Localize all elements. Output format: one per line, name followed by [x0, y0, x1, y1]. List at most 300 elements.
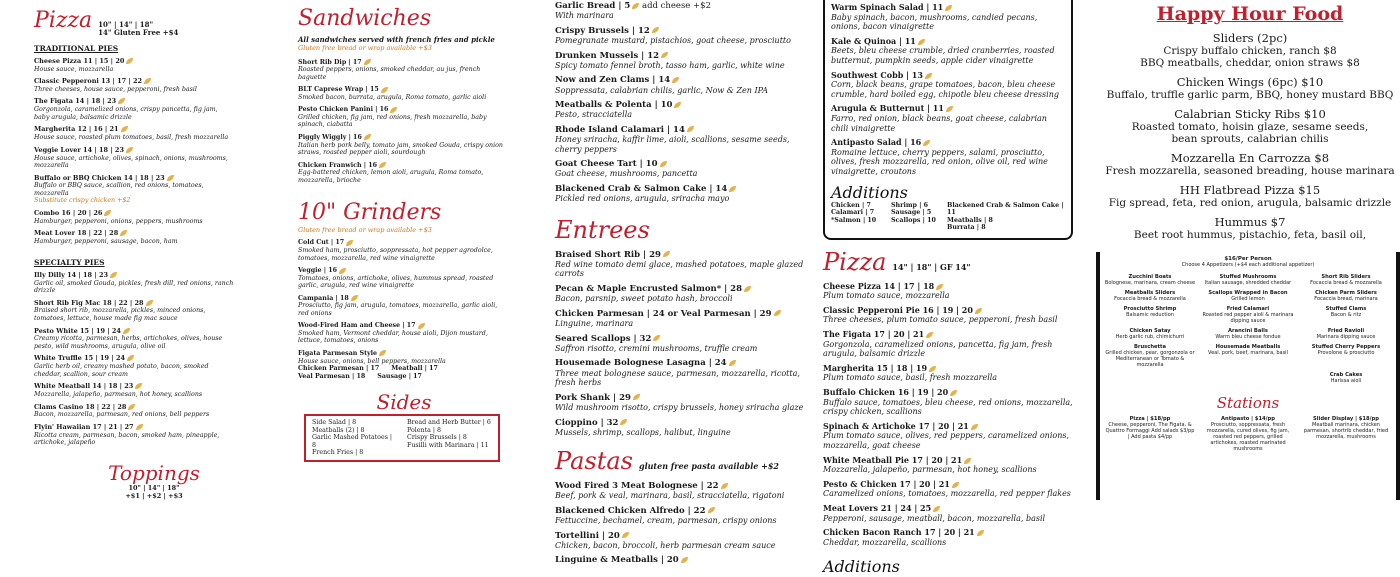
station-item-description: Cheese, pepperoni, The Figata, & Quattro Formaggi Add salads $3/pp | Add pasta $4/pp: [1105, 422, 1195, 440]
menu-item: [298, 134, 510, 157]
station-item-name: Crab Cakes: [1329, 372, 1363, 378]
pizza-heading: Pizza: [34, 8, 93, 33]
station-item-description: Roasted red pepper aioli & marinara dipping sauce: [1202, 312, 1294, 324]
station-item-description: Focaccia bread & mozzarella: [1310, 280, 1382, 286]
salads-box: [823, 0, 1073, 240]
station-item: [1300, 306, 1392, 324]
menu-item: [831, 71, 1065, 100]
happy-hour-item-description: Fig spread, feta, red onion, arugula, balsamic drizzle: [1108, 197, 1392, 210]
menu-item-name: Campania | 18: [298, 295, 510, 303]
menu-item-name: Rhode Island Calamari | 14: [555, 125, 805, 135]
leaf-icon: [146, 300, 153, 306]
station-item-description: Provolone & prosciutto: [1317, 350, 1375, 356]
specialty-pies-heading: SPECIALTY PIES: [34, 257, 105, 267]
grinders-heading: 10" Grinders: [298, 200, 442, 226]
menu-item: [823, 330, 1073, 359]
menu-item: [555, 125, 805, 154]
station-item-name: Slider Display | $18/pp: [1313, 416, 1379, 422]
station-item: [1202, 416, 1294, 452]
specialty-pies-list: [34, 272, 234, 447]
leaf-icon: [110, 272, 117, 278]
menu-item: [34, 383, 234, 398]
menu-item-description: House sauce, onions, bell peppers, mozzarella: [298, 357, 446, 365]
menu-item-name: Now and Zen Clams | 14: [555, 75, 805, 85]
side-item: Bread and Herb Butter | 6: [407, 419, 491, 427]
station-item: [1104, 290, 1196, 302]
leaf-icon: [418, 323, 425, 329]
menu-item: [298, 59, 510, 82]
traditional-pies-list: [34, 58, 234, 246]
happy-hour-item-description: Beet root hummus, pistachio, feta, basil oil,: [1133, 229, 1367, 242]
menu-item: [34, 98, 234, 121]
menu-item-description: Linguine, marinara: [555, 318, 634, 328]
side-item: French Fries | 8: [312, 449, 364, 457]
leaf-icon: [379, 350, 386, 356]
menu-item: [823, 422, 1073, 451]
station-item-description: Bacon & ritz: [1330, 312, 1362, 318]
station-item: [1202, 372, 1294, 384]
menu-item: [34, 58, 234, 73]
leaf-icon: [136, 424, 143, 430]
leaf-icon: [663, 251, 670, 257]
sides-left-list: [312, 419, 397, 457]
menu-item-description: Pomegranate mustard, pistachios, goat cheese, prosciutto: [555, 35, 791, 45]
menu-item-name: Antipasto Salad | 16: [831, 138, 1065, 148]
addition-item: Chicken | 7: [831, 201, 871, 209]
side-item: Polenta | 8: [407, 426, 441, 434]
leaf-icon: [121, 126, 128, 132]
menu-item-name: Wood Fired 3 Meat Bolognese | 22: [555, 481, 805, 491]
leaf-icon: [135, 383, 142, 389]
menu-item: [555, 1, 805, 21]
leaf-icon: [123, 328, 130, 334]
pizza-menu-column: [34, 0, 234, 500]
station-item: [1202, 274, 1294, 286]
menu-item-description: Romaine lettuce, cherry peppers, salami, prosciutto, olives, fresh mozzarella, red onion, olive oil, red wine vinaigrette, croutons: [831, 147, 1048, 176]
menu-item: [555, 358, 805, 387]
menu-item: [34, 300, 234, 323]
station-item: [1300, 328, 1392, 340]
menu-item-name: Cioppino | 32: [555, 418, 805, 428]
menu-item-name: Meat Lovers 21 | 24 | 25: [823, 504, 1073, 514]
station-item-description: Warm bleu cheese fondue: [1215, 334, 1281, 340]
menu-item: [555, 481, 805, 501]
leaf-icon: [708, 507, 715, 513]
leaf-icon: [971, 424, 978, 430]
menu-item-description: Bacon, parsnip, sweet potato hash, broccoli: [555, 294, 733, 304]
toppings-sizes: 10" | 14" | 18": [128, 483, 180, 492]
menu-item: [823, 528, 1073, 547]
menu-item-name: Pesto Chicken Panini | 16: [298, 106, 510, 114]
happy-hour-item: [1100, 215, 1400, 241]
station-item-description: Marinara dipping sauce: [1316, 334, 1376, 340]
pizza-right-sizes: 14" | 18" | GF 14": [892, 261, 971, 272]
grinders-list: [298, 239, 510, 365]
menu-item-extra: Substitute crispy chicken +$2: [34, 197, 131, 205]
menu-item-description: Plum tomato sauce, olives, red peppers, caramelized onions, mozzarella, goat cheese: [823, 431, 1069, 450]
menu-item-description: Beets, bleu cheese crumble, dried cranberries, roasted butternut, pumpkin seeds, apple cider vinaigrette: [831, 46, 1055, 65]
leaf-icon: [660, 161, 667, 167]
menu-item-description: Egg-battered chicken, lemon aioli, arugula, Roma tomato, mozzarella, brioche: [298, 169, 484, 184]
menu-item: [555, 184, 805, 204]
station-item-name: Zucchini Boats: [1128, 274, 1172, 280]
menu-item-description: Beef, pork & veal, marinara, basil, stracciatella, rigatoni: [555, 491, 785, 501]
menu-item-name: Classic Pepperoni Pie 16 | 19 | 20: [823, 306, 1073, 316]
menu-item-description: House sauce, roasted plum tomatoes, basil, fresh mozzarella: [34, 134, 229, 142]
menu-item: [34, 355, 234, 378]
menu-item-description: Baby spinach, bacon, mushrooms, candied pecans, onions, bacon vinaigrette: [831, 12, 1038, 32]
menu-item-description: Roasted peppers, onions, smoked cheddar, au jus, french baguette: [298, 66, 481, 81]
leaf-icon: [633, 394, 640, 400]
menu-item: [34, 404, 234, 419]
menu-item-description: Farro, red onion, black beans, goat cheese, calabrian chili vinaigrette: [831, 113, 1047, 133]
menu-item-name: Pesto & Chicken 17 | 20 | 21: [823, 480, 1073, 490]
menu-item-name: Buffalo Chicken 16 | 19 | 20: [823, 388, 1073, 398]
menu-item: [298, 350, 510, 365]
menu-item: [823, 388, 1073, 417]
menu-item-name: Chicken Bacon Ranch 17 | 20 | 21: [823, 528, 1073, 538]
menu-item: [34, 230, 234, 245]
leaf-icon: [952, 482, 959, 488]
menu-item: [823, 282, 1073, 301]
addition-item: Shrimp | 6: [891, 201, 928, 209]
menu-item: [298, 295, 510, 318]
station-item-description: Herb garlic rub, chimichurri: [1115, 334, 1185, 340]
sandwiches-subtitle: All sandwiches served with french fries and pickle: [298, 35, 495, 45]
salad-additions-grid: [831, 202, 1065, 232]
leaf-icon: [381, 87, 388, 93]
stations-panel: [1096, 252, 1400, 500]
menu-item: [555, 51, 805, 71]
station-item-name: Stuffed Cherry Peppers: [1311, 344, 1381, 350]
menu-item-name: Linguine & Meatballs | 20: [555, 555, 805, 565]
menu-item-name: White Meatball 14 | 18 | 23: [34, 383, 234, 391]
addition-item: Scallops | 10: [891, 216, 936, 224]
leaf-icon: [926, 332, 933, 338]
menu-item-name: Chicken Franwich | 16: [298, 162, 510, 170]
menu-item-description: Fettuccine, bechamel, cream, parmesan, crispy onions: [555, 516, 777, 526]
happy-hour-item: [1100, 107, 1400, 145]
leaf-icon: [661, 52, 668, 58]
happy-hour-item-description: Roasted tomato, hoisin glaze, sesame seeds, bean sprouts, calabrian chilis: [1131, 121, 1369, 146]
menu-item-name: Goat Cheese Tart | 10: [555, 159, 805, 169]
menu-item-description: Buffalo or BBQ sauce, scallion, red onions, tomatoes, mozzarella: [34, 182, 204, 197]
pastas-gluten-free: gluten free pasta available +$2: [638, 461, 779, 472]
menu-item: [823, 504, 1073, 523]
apps-entrees-column: [555, 0, 805, 566]
happy-hour-item-description: Buffalo, truffle garlic parm, BBQ, honey mustard BBQ: [1106, 89, 1394, 102]
traditional-pies-heading: TRADITIONAL PIES: [34, 43, 119, 53]
leaf-icon: [975, 308, 982, 314]
sandwiches-list: [298, 59, 510, 185]
menu-item: [298, 267, 510, 290]
menu-item-description: House sauce, artichoke, olives, spinach, onions, mushrooms, mozzarella: [34, 154, 228, 170]
side-item: Side Salad | 8: [312, 419, 357, 427]
pizza-right-heading: Pizza: [823, 247, 887, 276]
menu-item-description: Wild mushroom risotto, crispy brussels, honey sriracha glaze: [555, 402, 804, 412]
pizza-sizes: 10" | 14" | 18": [98, 20, 154, 29]
leaf-icon: [653, 335, 660, 341]
menu-item: [555, 418, 805, 438]
stations-choose-note: Choose 4 Appetizers (+$4 each additional appetizer): [1181, 262, 1315, 268]
station-item-name: Fried Ravioli: [1327, 328, 1365, 334]
station-item: [1104, 416, 1196, 452]
menu-item: [555, 284, 805, 304]
station-item: [1300, 290, 1392, 302]
leaf-icon: [127, 355, 134, 361]
pastas-list: [555, 481, 805, 566]
menu-item-description: Honey sriracha, kaffir lime, aioli, scallions, sesame seeds, cherry peppers: [555, 135, 790, 154]
additions-column: [891, 202, 947, 232]
menu-item: [823, 306, 1073, 325]
grinders-gluten-free: Gluten free bread or wrap available +$3: [298, 225, 432, 234]
leaf-icon: [118, 98, 125, 104]
menu-item-name: Blackened Crab & Salmon Cake | 14: [555, 184, 805, 194]
menu-item: [823, 480, 1073, 499]
menu-item-description: Braised short rib, mozzarella, pickles, minced onions, tomatoes, lettuce, house made fig mac sauce: [34, 307, 206, 322]
station-item-name: Fried Calamari: [1226, 306, 1270, 312]
menu-item-description: Pickled red onions, arugula, sriracha mayo: [555, 194, 730, 204]
entrees-heading: Entrees: [555, 215, 650, 244]
menu-item-description: Red wine tomato demi glace, mashed potatoes, maple glazed carrots: [555, 259, 804, 279]
menu-item: [555, 26, 805, 46]
menu-item-description: Gorgonzola, caramelized onions, crispy pancetta, fig jam, baby arugula, balsamic drizzle: [34, 106, 218, 121]
happy-hour-item: [1100, 31, 1400, 69]
happy-hour-item: [1100, 151, 1400, 177]
leaf-icon: [126, 147, 133, 153]
station-item-description: Italian sausage, shredded cheddar: [1204, 280, 1292, 286]
menu-item-name: Spinach & Artichoke 17 | 20 | 21: [823, 422, 1073, 432]
stations-bottom-grid: [1100, 416, 1396, 452]
menu-item-description: Pepperoni, sausage, meatball, bacon, mozzarella, basil: [823, 513, 1046, 523]
menu-item: [555, 334, 805, 354]
menu-item-name: Margherita 12 | 16 | 21: [34, 126, 234, 134]
station-item-name: Housemade Meatballs: [1215, 344, 1281, 350]
leaf-icon: [933, 506, 940, 512]
menu-item-description: Hamburger, pepperoni, sausage, bacon, ham: [34, 238, 178, 246]
menu-item-description: Mussels, shrimp, scallops, halibut, linguine: [555, 427, 731, 437]
sandwiches-gluten-free: Gluten free bread or wrap available +$3: [298, 43, 432, 52]
menu-item: [34, 424, 234, 447]
station-item: [1104, 328, 1196, 340]
menu-item: [34, 210, 234, 225]
leaf-icon: [744, 286, 751, 292]
menu-item-description: Garlic herb oil, creamy mashed potato, bacon, smoked cheddar, scallion, sour cream: [34, 363, 209, 378]
menu-item: [34, 175, 234, 205]
station-item: [1202, 344, 1294, 368]
menu-item: [555, 250, 805, 279]
side-item: Fusilli with Marinara | 11: [407, 441, 489, 449]
menu-item-name: Cheese Pizza 11 | 15 | 20: [34, 58, 234, 66]
station-item-description: Bolognese, marinara, cream cheese: [1104, 280, 1196, 286]
toppings-prices: +$1 | +$2 | +$3: [125, 491, 183, 500]
station-item: [1104, 372, 1196, 384]
leaf-icon: [946, 106, 953, 112]
happy-hour-heading: Happy Hour Food: [1156, 3, 1344, 25]
additions-column: [831, 202, 891, 232]
happy-hour-item: [1100, 183, 1400, 209]
menu-item: [34, 126, 234, 141]
menu-item-description: Smoked ham, prosciutto, soppressata, hot pepper agrodolce, tomatoes, mozzarella, red wine vinaigrette: [298, 246, 493, 262]
leaf-icon: [120, 230, 127, 236]
pizza-gluten-free: 14" Gluten Free +$4: [98, 28, 179, 38]
happy-hour-item-name: HH Flatbread Pizza $15: [1179, 183, 1321, 198]
menu-item-description: Buffalo sauce, tomatoes, bleu cheese, red onions, mozzarella, crispy chicken, scallions: [823, 397, 1073, 417]
menu-item-name: Illy Dilly 14 | 18 | 23: [34, 272, 234, 280]
menu-item: [555, 393, 805, 413]
menu-item-name: Figata Parmesan Style: [298, 350, 510, 358]
menu-item-name: The Figata 14 | 18 | 23: [34, 98, 234, 106]
menu-item-description: Corn, black beans, grape tomatoes, bacon, bleu cheese crumble, hard boiled egg, chipotle bleu cheese dressing: [831, 80, 1059, 99]
salads-pizza-column: [823, 0, 1073, 577]
leaf-icon: [681, 557, 688, 563]
sides-box: [304, 414, 500, 462]
leaf-icon: [977, 530, 984, 536]
station-item-name: Stuffed Clams: [1325, 306, 1367, 312]
station-item-description: Veal, pork, beef, marinara, basil: [1208, 350, 1288, 356]
menu-item: [298, 86, 510, 101]
station-item: [1104, 306, 1196, 324]
appetizers-list: [555, 1, 805, 204]
station-item: [1300, 344, 1392, 368]
sides-heading: Sides: [376, 390, 432, 415]
sausage-item: Sausage | 17: [377, 372, 422, 380]
pizza-right-list: [823, 282, 1073, 548]
menu-item-name: Cold Cut | 17: [298, 239, 510, 247]
salads-list: [831, 3, 1065, 177]
menu-item-name: BLT Caprese Wrap | 15: [298, 86, 510, 94]
menu-item: [831, 37, 1065, 66]
menu-item-description: Bacon, mozzarella, parmesan, red onions, bell peppers: [34, 411, 210, 419]
menu-item: [555, 531, 805, 551]
station-item: [1300, 274, 1392, 286]
station-item-description: Grilled lemon: [1231, 296, 1265, 302]
parmesan-row-1: [298, 365, 510, 373]
station-item-description: Prosciutto, soppressata, fresh mozzarella, cured olives, fig jam, roasted red peppers, grilled artichokes, roasted marinated mushrooms: [1206, 422, 1290, 452]
station-item-name: Stuffed Mushrooms: [1219, 274, 1277, 280]
leaf-icon: [672, 77, 679, 83]
menu-item-name: Short Rib Fig Mac 18 | 22 | 28: [34, 300, 234, 308]
addition-item: Meatballs | 8: [947, 216, 993, 224]
menu-item-name: Clams Casino 18 | 22 | 28: [34, 404, 234, 412]
stations-price: $16/Per Person: [1224, 256, 1272, 262]
leaf-icon: [721, 483, 728, 489]
menu-item-description: Ricotta cream, parmesan, bacon, smoked ham, pineapple, artichoke, jalapeño: [34, 431, 220, 447]
menu-item: [555, 100, 805, 120]
menu-item-name: Chicken Parmesan | 24 or Veal Parmesan | 29: [555, 309, 805, 319]
menu-item-description: With marinara: [555, 11, 614, 21]
menu-item-name: Combo 16 | 20 | 26: [34, 210, 234, 218]
menu-item: [831, 104, 1065, 133]
menu-item-description: House sauce, mozzarella: [34, 65, 114, 73]
stations-heading: Stations: [1216, 394, 1280, 412]
leaf-icon: [729, 360, 736, 366]
menu-item-name: Piggly Wiggly | 16: [298, 134, 510, 142]
menu-item-extra: add cheese +$2: [639, 1, 711, 11]
menu-item: [34, 272, 234, 295]
menu-item-name: White Truffle 15 | 19 | 24: [34, 355, 234, 363]
menu-item-name: Pecan & Maple Encrusted Salmon* | 28: [555, 284, 805, 294]
menu-item-name: Meatballs & Polenta | 10: [555, 100, 805, 110]
menu-item-description: Prosciutto, fig jam, arugula, tomatoes, mozzarella, garlic aioli, red onions: [298, 302, 498, 317]
menu-item-name: Pork Shank | 29: [555, 393, 805, 403]
menu-item-description: Plum tomato sauce, mozzarella: [823, 291, 950, 301]
salad-additions-heading: Additions: [831, 182, 908, 202]
station-item-name: Prosciutto Shrimp: [1123, 306, 1177, 312]
leaf-icon: [774, 310, 781, 316]
leaf-icon: [936, 284, 943, 290]
side-item: Crispy Brussels | 8: [407, 434, 467, 442]
menu-item: [831, 138, 1065, 176]
leaf-icon: [918, 39, 925, 45]
leaf-icon: [126, 58, 133, 64]
pastas-heading: Pastas: [555, 447, 633, 476]
menu-item-description: Saffron risotto, cremini mushrooms, truffle cream: [555, 343, 758, 353]
menu-item-name: Warm Spinach Salad | 11: [831, 3, 1065, 13]
menu-item-name: Short Rib Dip | 17: [298, 59, 510, 67]
menu-item: [298, 106, 510, 129]
parmesan-row-2: [298, 373, 510, 381]
happy-hour-item-description: Crispy buffalo chicken, ranch $8 BBQ meatballs, cheddar, onion straws $8: [1140, 45, 1360, 70]
menu-item-name: Meat Lover 18 | 22 | 28: [34, 230, 234, 238]
menu-item-name: Blackened Chicken Alfredo | 22: [555, 506, 805, 516]
menu-item-name: Veggie | 16: [298, 267, 510, 275]
station-item: [1202, 290, 1294, 302]
station-item: [1104, 344, 1196, 368]
leaf-icon: [128, 404, 135, 410]
addition-item: Sausage | 5: [891, 209, 932, 217]
menu-item-name: Wood-Fired Ham and Cheese | 17: [298, 322, 510, 330]
menu-item: [831, 3, 1065, 32]
sides-right-list: [407, 419, 492, 457]
leaf-icon: [950, 390, 957, 396]
station-item-name: Scallops Wrapped in Bacon: [1208, 290, 1288, 296]
leaf-icon: [674, 102, 681, 108]
station-item: [1202, 328, 1294, 340]
menu-item-name: Drunken Mussels | 12: [555, 51, 805, 61]
menu-item-description: Chicken, bacon, broccoli, herb parmesan cream sauce: [555, 540, 776, 550]
menu-item-name: Veggie Lover 14 | 18 | 23: [34, 147, 234, 155]
leaf-icon: [379, 162, 386, 168]
leaf-icon: [104, 210, 111, 216]
menu-item-description: Three cheeses, plum tomato sauce, pepperoni, fresh basil: [823, 315, 1058, 325]
menu-item-name: Kale & Quinoa | 11: [831, 37, 1065, 47]
menu-item-description: Three cheeses, house sauce, pepperoni, fresh basil: [34, 85, 197, 93]
menu-item-description: Mozzarella, jalapeño, parmesan, hot honey, scallions: [34, 391, 203, 399]
happy-hour-item-name: Sliders (2pc): [1212, 31, 1288, 45]
station-item: [1300, 416, 1392, 452]
menu-item-description: Hamburger, pepperoni, onions, peppers, mushrooms: [34, 217, 203, 225]
menu-item-description: Smoked ham, Vermont cheddar, house aioli, Dijon mustard, lettuce, tomatoes, onions: [298, 329, 488, 345]
menu-item: [34, 147, 234, 170]
leaf-icon: [652, 27, 659, 33]
happy-hour-item: [1100, 75, 1400, 101]
menu-item: [555, 159, 805, 179]
side-item: Meatballs (2) | 8: [312, 426, 365, 434]
menu-item-description: Garlic oil, smoked Gouda, pickles, fresh dill, red onions, ranch drizzle: [34, 279, 234, 295]
menu-item-name: Southwest Cobb | 13: [831, 71, 1065, 81]
toppings-heading: Toppings: [108, 460, 200, 485]
addition-item: *Salmon | 10: [831, 216, 877, 224]
leaf-icon: [364, 134, 371, 140]
sandwich-column: [298, 0, 510, 500]
leaf-icon: [687, 126, 694, 132]
menu-item-name: Tortellini | 20: [555, 531, 805, 541]
station-item-name: Pizza | $18/pp: [1129, 416, 1171, 422]
meatball-item: Meatball | 17: [391, 365, 438, 373]
station-item: [1202, 306, 1294, 324]
addition-item: Blackened Crab & Salmon Cake | 11: [947, 201, 1064, 217]
